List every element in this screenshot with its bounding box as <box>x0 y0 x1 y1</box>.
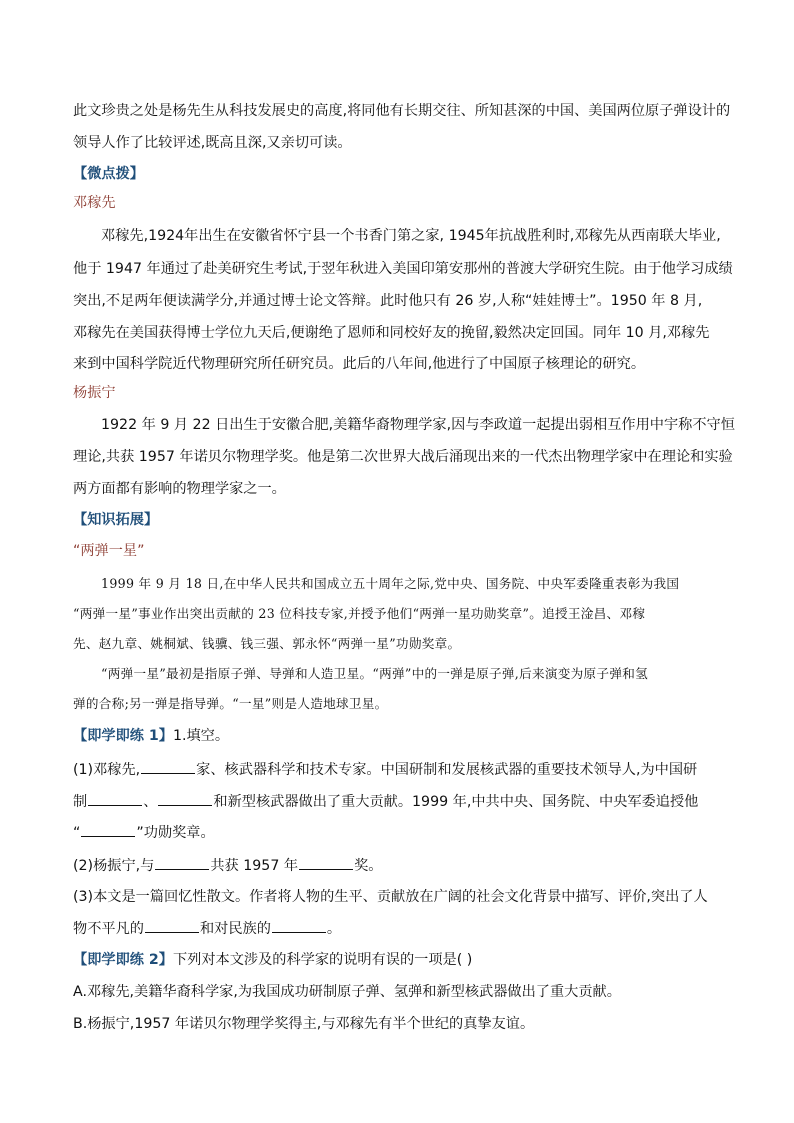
q2-text: 奖。 <box>354 858 383 874</box>
weidianbo-heading: 【微点拨】 <box>73 166 144 182</box>
exercise-2-option-b[interactable]: B.杨振宁,1957 年诺贝尔物理学奖得主,与邓稼先有半个世纪的真挚友谊。 <box>73 1016 535 1032</box>
deng-para-line: 突出,不足两年便读满学分,并通过博士论文答辩。此时他只有 26 岁,人称“娃娃博士”。1950 年 8 月, <box>73 293 703 309</box>
zhishi-para-line: “两弹一星”最初是指原子弹、导弹和人造卫星。“两弹”中的一弹是原子弹,后来演变为原子弹和氢 <box>101 666 649 681</box>
answer-blank[interactable] <box>299 855 353 870</box>
deng-para-line: 邓稼先,1924年出生在安徽省怀宁县一个书香门第之家, 1945年抗战胜利时,邓稼先从西南联大毕业, <box>101 228 721 244</box>
q2-text: (2)杨振宁,与 <box>73 858 155 874</box>
answer-blank[interactable] <box>155 855 209 870</box>
q1-text: (1)邓稼先, <box>73 762 141 778</box>
zhishi-para-line: 先、赵九章、姚桐斌、钱骥、钱三强、郭永怀“两弹一星”功勋奖章。 <box>73 636 461 651</box>
exercise-1-tag: 【即学即练 1】 <box>73 728 173 744</box>
yang-para-line: 两方面都有影响的物理学家之一。 <box>73 481 286 497</box>
q1-text: 制 <box>73 794 88 810</box>
q1-text: 和新型核武器做出了重大贡献。1999 年,中共中央、国务院、中央军委追授他 <box>213 794 699 810</box>
exercise-1-q3-line-1: (3)本文是一篇回忆性散文。作者将人物的生平、贡献放在广阔的社会文化背景中描写、评价,突出了人 <box>73 889 708 905</box>
liangdan-title: “两弹一星” <box>73 543 145 559</box>
q3-text: 和对民族的 <box>199 921 271 937</box>
intro-line-2: 领导人作了比较评述,既高且深,又亲切可读。 <box>73 135 352 151</box>
answer-blank[interactable] <box>81 822 135 837</box>
deng-para-line: 邓稼先在美国获得博士学位九天后,便谢绝了恩师和同校好友的挽留,毅然决定回国。同年 10 月,邓稼先 <box>73 325 710 341</box>
answer-blank[interactable] <box>272 918 326 933</box>
q1-text: ”功勋奖章。 <box>136 825 215 841</box>
yang-para-line: 1922 年 9 月 22 日出生于安徽合肥,美籍华裔物理学家,因与李政道一起提出弱相互作用中宇称不守恒 <box>101 417 735 433</box>
q3-text: 物不平凡的 <box>73 921 144 937</box>
exercise-1-q2 <box>73 855 733 876</box>
q2-text: 共获 1957 年 <box>210 858 299 874</box>
q1-text: 、 <box>143 794 158 810</box>
answer-blank[interactable] <box>158 791 212 806</box>
q1-text: 家、核武器科学和技术专家。中国研制和发展核武器的重要技术领导人,为中国研 <box>196 762 698 778</box>
zhishi-para-line: “两弹一星”事业作出突出贡献的 23 位科技专家,并授予他们“两弹一星功勋奖章”。追授王淦昌、邓稼 <box>73 606 646 621</box>
intro-line-1: 此文珍贵之处是杨先生从科技发展史的高度,将同他有长期交往、所知甚深的中国、美国两位原子弹设计的 <box>73 103 731 119</box>
deng-para-line: 他于 1947 年通过了赴美研究生考试,于翌年秋进入美国印第安那州的普渡大学研究生院。由于他学习成绩 <box>73 261 733 277</box>
exercise-2-header <box>73 950 733 970</box>
exercise-1-q1-line-1 <box>73 759 733 780</box>
exercise-1-q3-line-2 <box>73 918 733 939</box>
exercise-2-question: 下列对本文涉及的科学家的说明有误的一项是( ) <box>172 952 473 968</box>
answer-blank[interactable] <box>141 759 195 774</box>
zhishi-para-line: 1999 年 9 月 18 日,在中华人民共和国成立五十周年之际,党中央、国务院、中央军委隆重表彰为我国 <box>101 576 680 591</box>
exercise-1-q1-line-3 <box>73 822 733 843</box>
exercise-2-option-a[interactable]: A.邓稼先,美籍华裔科学家,为我国成功研制原子弹、氢弹和新型核武器做出了重大贡献。 <box>73 984 621 1000</box>
exercise-2-tag: 【即学即练 2】 <box>73 952 173 968</box>
q1-text: “ <box>73 825 81 841</box>
answer-blank[interactable] <box>88 791 142 806</box>
zhishi-para-line: 弹的合称;另一弹是指导弹。“一星”则是人造地球卫星。 <box>73 696 388 711</box>
exercise-1-q1-line-2 <box>73 791 733 812</box>
zhishi-heading: 【知识拓展】 <box>73 512 159 528</box>
yang-name-heading: 杨振宁 <box>73 385 116 401</box>
deng-name-heading: 邓稼先 <box>73 195 116 211</box>
exercise-1-header <box>73 726 733 746</box>
yang-para-line: 理论,共获 1957 年诺贝尔物理学奖。他是第二次世界大战后涌现出来的一代杰出物理学家中在理论和实验 <box>73 449 733 465</box>
deng-para-line: 来到中国科学院近代物理研究所任研究员。此后的八年间,他进行了中国原子核理论的研究。 <box>73 356 646 372</box>
answer-blank[interactable] <box>145 918 199 933</box>
exercise-1-title: 1.填空。 <box>172 728 230 744</box>
q3-text: 。 <box>326 921 342 937</box>
